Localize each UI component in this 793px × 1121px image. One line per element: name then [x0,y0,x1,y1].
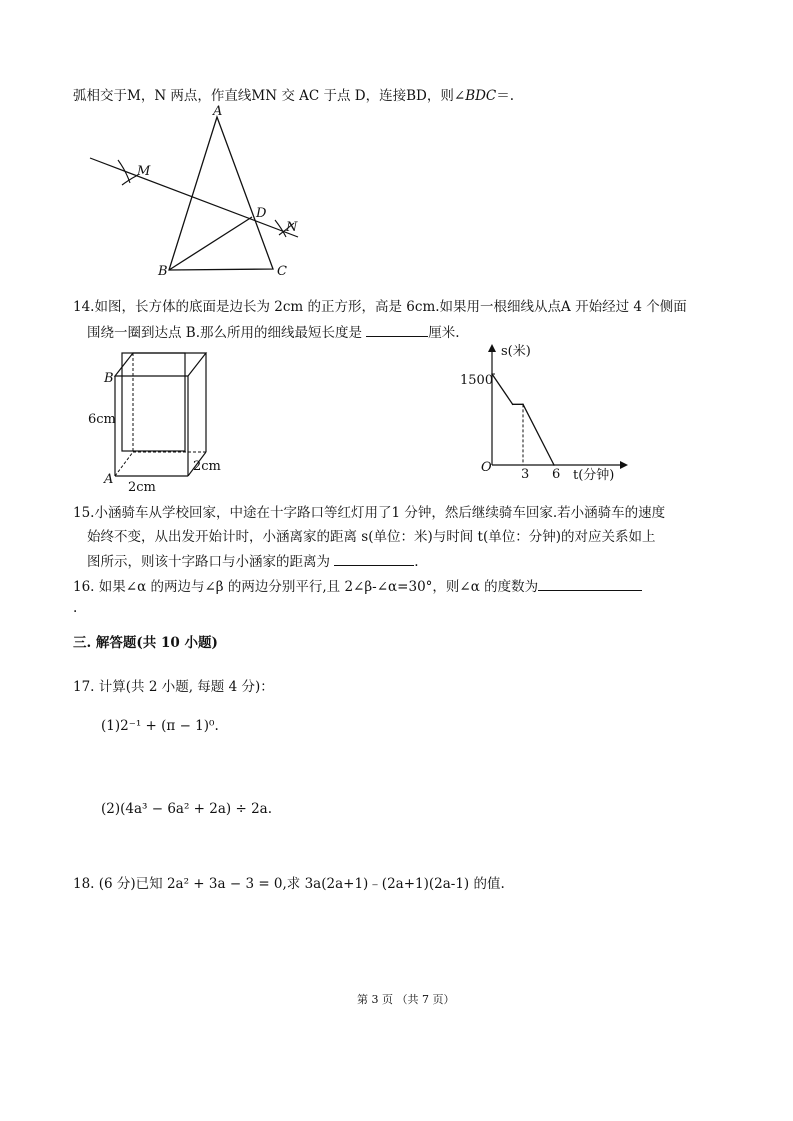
q17-part2: (2)(4a³ − 6a² + 2a) ÷ 2a. [101,801,273,817]
figure-q15-graph [455,340,635,485]
q14-answer-blank[interactable] [366,322,428,337]
y-axis-label: s(米) [501,344,531,359]
q13-text [73,86,514,106]
q16-line2: . [73,600,78,616]
cuboid-depth-label: 2cm [193,459,221,474]
q16-text: 16. 如果∠α 的两边与∠β 的两边分别平行,且 2∠β-∠α=30°，则∠α 的度数为 [73,579,539,595]
cuboid-height-label: 6cm [88,412,116,427]
q18-text: 18. (6 分)已知 2a² + 3a − 3 = 0,求 3a(2a+1)﹣(2a+1)(2a-1) 的值. [73,876,505,892]
q16-line1 [73,576,642,597]
q14-line2 [87,322,460,343]
figure-q13-triangle [80,105,310,280]
y-tick-1500: 1500 [460,373,494,388]
origin-label: O [481,460,492,475]
q15-line3-text: 图所示，则该十字路口与小涵家的距离为 [87,554,335,570]
page-footer: 第 3 页 （共 7 页） [357,993,455,1006]
q17-part1: (1)2⁻¹ + (π − 1)⁰. [101,718,219,734]
section-3-title: 三. 解答题(共 10 小题) [73,635,218,651]
label-A: A [213,104,223,119]
q14-line2-unit: 厘米. [428,325,460,341]
data-point-2 [522,404,524,406]
x-tick-6: 6 [552,467,561,482]
label-D: D [256,206,267,221]
x-axis-label: t(分钟) [573,468,615,483]
q15-line2: 始终不变，从出发开始计时，小涵离家的距离 s(单位：米)与时间 t(单位：分钟)的对应关系如上 [87,529,656,545]
q13-text-end: ＝. [496,88,515,104]
q13-text-main: 弧相交于M，N 两点，作直线MN 交 AC 于点 D，连接BD，则∠ [73,88,466,104]
label-C: C [277,264,287,279]
q14-line2-text: 围绕一圈到达点 B.那么所用的细线最短长度是 [87,325,367,341]
x-axis-arrow [620,461,628,469]
q14-line1: 14.如图，长方体的底面是边长为 2cm 的正方形，高是 6cm.如果用一根细线从点A 开始经过 4 个侧面 [73,299,687,315]
x-tick-3: 3 [521,467,530,482]
q15-line3 [87,551,419,572]
q13-angle: BDC [465,88,497,104]
cuboid-label-B: B [104,371,114,386]
data-point-1 [512,404,514,406]
label-B: B [158,264,168,279]
q16-answer-blank[interactable] [538,576,642,591]
data-point-3 [553,464,555,466]
graph15-group [488,344,628,469]
q15-answer-blank[interactable] [334,551,414,566]
q15-line1: 15.小涵骑车从学校回家，中途在十字路口等红灯用了1 分钟，然后继续骑车回家.若小涵骑车的速度 [73,505,666,521]
label-N: N [286,220,298,235]
cuboid-width-label: 2cm [128,480,156,495]
q15-line3-end: . [414,554,419,570]
q17-title: 17. 计算(共 2 小题, 每题 4 分)： [73,679,274,695]
y-axis-arrow [488,344,496,352]
figure-q14-cuboid [85,348,230,498]
label-M: M [137,164,151,179]
cuboid-label-A: A [104,472,114,487]
